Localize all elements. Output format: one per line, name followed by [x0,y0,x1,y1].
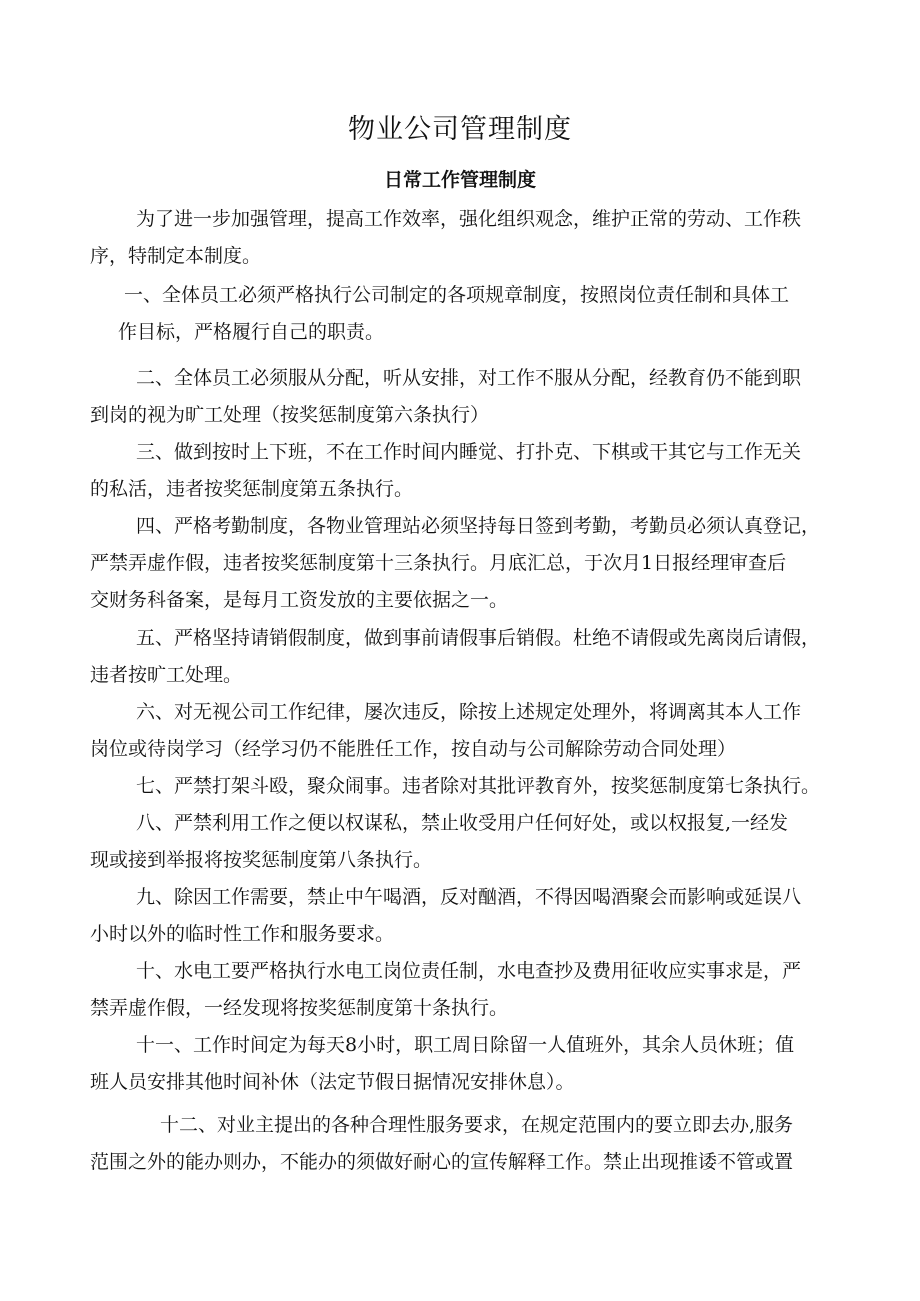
paragraph-line: 范围之外的能办则办，不能办的须做好耐心的宣传解释工作。禁止出现推诿不管或置 [90,1151,794,1173]
paragraph-line: 六、对无视公司工作纪律，屡次违反，除按上述规定处理外，将调离其本人工作 [136,701,802,723]
paragraph-line: 八、严禁利用工作之便以权谋私，禁止收受用户任何好处，或以权报复,一经发 [136,812,789,834]
paragraph-line: 三、做到按时上下班，不在工作时间内睡觉、打扑克、下棋或干其它与工作无关 [136,441,802,463]
paragraph-line: 禁弄虚作假，一经发现将按奖惩制度第十条执行。 [90,997,509,1019]
paragraph-line: 的私活，违者按奖惩制度第五条执行。 [90,478,414,500]
paragraph-line: 现或接到举报将按奖惩制度第八条执行。 [90,849,433,871]
paragraph-line: 作目标，严格履行自己的职责。 [118,321,385,343]
document-subtitle: 日常工作管理制度 [383,169,536,191]
paragraph-line: 严禁弄虚作假，违者按奖惩制度第十三条执行。月底汇总，于次月1日报经理审查后 [90,552,787,574]
paragraph-line: 违者按旷工处理。 [90,664,243,686]
paragraph-line: 岗位或待岗学习（经学习仍不能胜任工作，按自动与公司解除劳动合同处理） [90,738,737,760]
paragraph-line: 九、除因工作需要，禁止中午喝酒，反对酗酒，不得因喝酒聚会而影响或延误八 [136,886,802,908]
paragraph-line: 十、水电工要严格执行水电工岗位责任制，水电查抄及费用征收应实事求是，严 [136,960,802,982]
paragraph-line: 为了进一步加强管理，提高工作效率，强化组织观念，维护正常的劳动、工作秩 [136,208,802,230]
paragraph-line: 十二、对业主提出的各种合理性服务要求，在规定范围内的要立即去办,服务 [160,1114,794,1136]
paragraph-line: 序，特制定本制度。 [90,245,262,267]
paragraph-line: 班人员安排其他时间补休（法定节假日据情况安排休息）。 [90,1071,575,1093]
paragraph-line: 十一、工作时间定为每天8小时，职工周日除留一人值班外，其余人员休班；值 [136,1034,795,1056]
document-title: 物业公司管理制度 [348,114,572,145]
paragraph-line: 小时以外的临时性工作和服务要求。 [90,923,395,945]
paragraph-line: 到岗的视为旷工处理（按奖惩制度第六条执行） [90,404,490,426]
paragraph-line: 一、全体员工必须严格执行公司制定的各项规章制度，按照岗位责任制和具体工 [124,284,790,306]
paragraph-line: 交财务科备案，是每月工资发放的主要依据之一。 [90,589,509,611]
paragraph-line: 四、严格考勤制度，各物业管理站必须坚持每日签到考勤，考勤员必须认真登记， [136,515,821,537]
paragraph-line: 二、全体员工必须服从分配，听从安排，对工作不服从分配，经教育仍不能到职 [136,367,802,389]
paragraph-line: 五、严格坚持请销假制度，做到事前请假事后销假。杜绝不请假或先离岗后请假， [136,627,821,649]
paragraph-line: 七、严禁打架斗殴，聚众闹事。违者除对其批评教育外，按奖惩制度第七条执行。 [136,775,821,797]
